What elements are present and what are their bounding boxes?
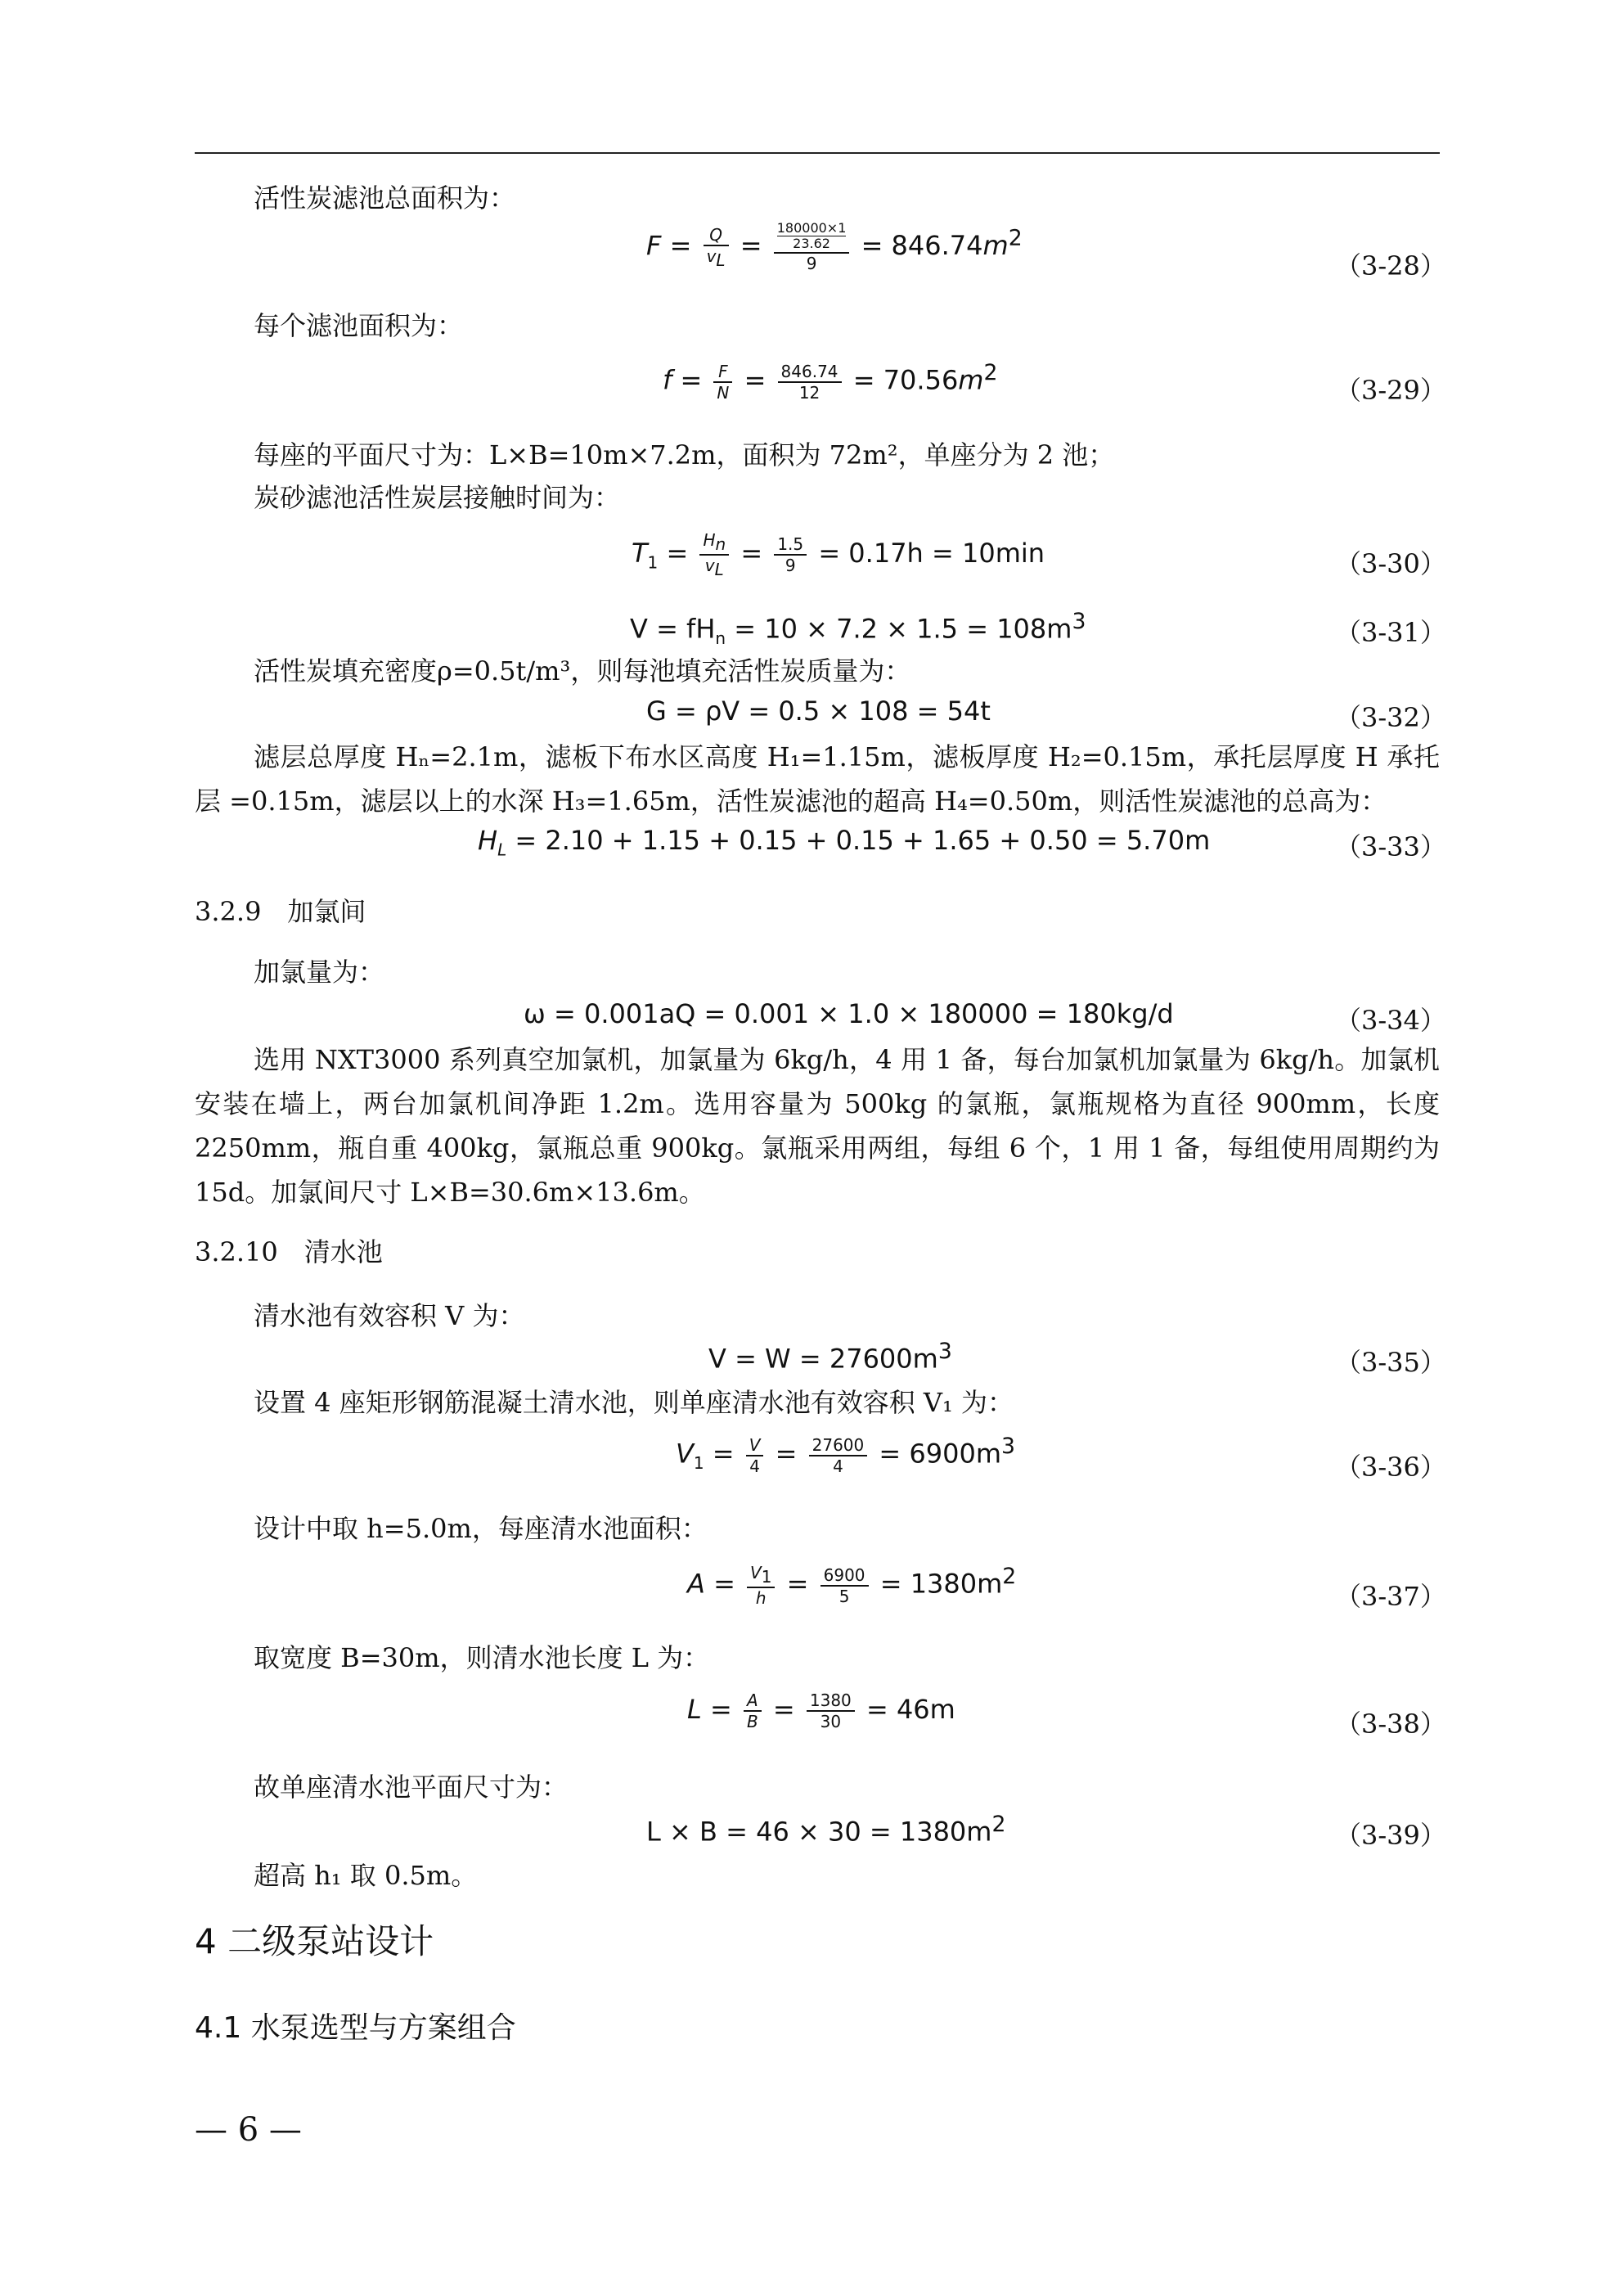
equation-3-37: A = $\frac{V_1}{h}$ = $\frac{6900}{5}$ = $1380m^2$ — [687, 1563, 1017, 1608]
equation-number-3-35: （3-35） — [1335, 1347, 1446, 1378]
section-heading-4-1: 4.1 水泵选型与方案组合 — [195, 2011, 516, 2045]
text-plan-size: 每座的平面尺寸为：L×B=10m×7.2m，面积为 72m²，单座分为 2 池； — [254, 439, 1115, 470]
text-contact-time-intro: 炭砂滤池活性炭层接触时间为： — [254, 482, 621, 513]
chapter-heading-4: 4 二级泵站设计 — [195, 1921, 434, 1961]
equation-3-30: $T_1$ = $\frac{H_n}{v_L}$ = $\frac{1.5}{9}$ = 0.17h = 10min — [632, 530, 1045, 579]
text-carbon-density: 活性炭填充密度ρ=0.5t/m³，则每池填充活性炭质量为： — [254, 655, 911, 687]
equation-3-35: $V = W = 27600m^3$ — [708, 1339, 952, 1375]
equation-number-3-39: （3-39） — [1335, 1820, 1446, 1851]
section-heading-3-2-9: 3.2.9 加氯间 — [195, 896, 366, 927]
equation-3-38: L = $\frac{A}{B}$ = $\frac{1380}{30}$ = 46m — [687, 1690, 955, 1731]
text-chlorinator-selection: 选用 NXT3000 系列真空加氯机，加氯量为 6kg/h，4 用 1 备，每台加氯机加氯量为 6kg/h。加氯机安装在墙上，两台加氯机间净距 1.2m。选用容量为 500kg 的氯瓶，氯瓶规格为直径 900mm，长度 2250mm，瓶自重 400kg，氯瓶总重 900kg。氯瓶采用两组，每组 6 个，1 用 1 备，每组使用周期约为 15d。加氯间尺寸 L×B=30.6m×13.6m。 — [195, 1044, 1440, 1208]
equation-number-3-29: （3-29） — [1335, 375, 1446, 406]
section-heading-3-2-10: 3.2.10 清水池 — [195, 1236, 383, 1267]
equation-number-3-31: （3-31） — [1335, 617, 1446, 648]
equation-number-3-37: （3-37） — [1335, 1581, 1446, 1612]
header-rule — [195, 152, 1440, 154]
equation-number-3-30: （3-30） — [1335, 548, 1446, 579]
equation-3-31: $V = fH_n = 10 \times 7.2 \times 1.5 = 108m^3$ — [630, 609, 1086, 649]
equation-number-3-33: （3-33） — [1335, 831, 1446, 862]
equation-number-3-32: （3-32） — [1335, 702, 1446, 733]
page-number: — 6 — — [195, 2111, 302, 2149]
equation-3-29: f = $\frac{F}{N}$ = $\frac{846.74}{12}$ = $70.56m^2$ — [663, 360, 998, 403]
equation-3-33: $H_L = 2.10 + 1.15 + 0.15 + 0.15 + 1.65 + 0.50 = 5.70m$ — [478, 825, 1211, 860]
equation-3-32: G = ρV = 0.5 × 108 = 54t — [646, 696, 991, 727]
equation-3-28: F = $\frac{Q}{v_L}$ = $\frac{\frac{180000\times 1}{23.62}}{9}$ = $846.74m^2$ — [646, 220, 1023, 273]
text-tank-width: 取宽度 B=30m，则清水池长度 L 为： — [254, 1642, 710, 1673]
text-freeboard: 超高 h₁ 取 0.5m。 — [254, 1860, 478, 1891]
equation-number-3-36: （3-36） — [1335, 1452, 1446, 1483]
equation-number-3-28: （3-28） — [1335, 250, 1446, 281]
text-four-tanks: 设置 4 座矩形钢筋混凝土清水池，则单座清水池有效容积 V₁ 为： — [254, 1387, 1014, 1418]
text-each-filter-area-intro: 每个滤池面积为： — [254, 310, 464, 341]
equation-number-3-38: （3-38） — [1335, 1708, 1446, 1740]
equation-number-3-34: （3-34） — [1335, 1005, 1446, 1036]
text-plan-size-intro: 故单座清水池平面尺寸为： — [254, 1772, 569, 1803]
equation-3-36: $V_1$ = $\frac{V}{4}$ = $\frac{27600}{4}$ = $6900m^3$ — [676, 1434, 1015, 1476]
equation-3-34: ω = 0.001aQ = 0.001 × 1.0 × 180000 = 180kg/d — [524, 998, 1174, 1029]
text-tank-depth: 设计中取 h=5.0m，每座清水池面积： — [254, 1513, 708, 1544]
text-total-area-intro: 活性炭滤池总面积为： — [254, 182, 516, 214]
equation-3-39: $L \times B = 46 \times 30 = 1380m^2$ — [646, 1812, 1006, 1848]
text-chlorine-dose-intro: 加氯量为： — [254, 957, 385, 988]
text-tank-volume-intro: 清水池有效容积 V 为： — [254, 1300, 525, 1331]
text-filter-layer-heights: 滤层总厚度 Hₙ=2.1m，滤板下布水区高度 H₁=1.15m，滤板厚度 H₂=0.15m，承托层厚度 H 承托层 =0.15m，滤层以上的水深 H₃=1.65m，活性炭滤池的超高 H₄=0.50m，则活性炭滤池的总高为： — [195, 741, 1440, 817]
